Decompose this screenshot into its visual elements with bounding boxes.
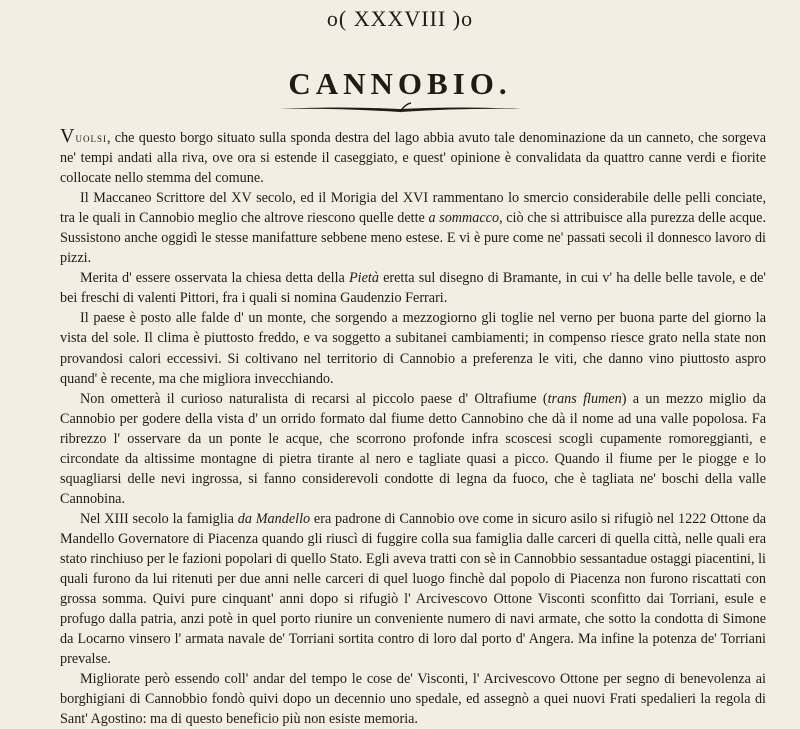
paragraph-2 xyxy=(60,188,766,268)
chapter-title: CANNOBIO. xyxy=(288,66,512,101)
paragraph-1 xyxy=(60,126,766,188)
paragraph-5-emphasis: trans flumen xyxy=(547,390,622,407)
paragraph-3-emphasis: Pietà xyxy=(348,270,379,287)
paragraph-5 xyxy=(60,389,766,509)
paragraph-2-text-b: , ciò che si attribuisce alla purezza delle acque. Sussistono anche oggidì le stesse manifatture sebbene meno estese. E vi è pure come ne' passati secoli il donnesco lavoro di pizzi. xyxy=(60,210,766,267)
paragraph-5-text-a: Non ometterà il curioso naturalista di recarsi al piccolo paese d' Oltrafiume ( xyxy=(80,390,548,407)
paragraph-6 xyxy=(60,509,766,669)
paragraph-5-text-b: ) a un mezzo miglio da Cannobio per godere della vista d' un orrido formato dal fiume detto Cannobino che dà il nome ad una valle popolosa. Fa ribrezzo l' osservare da un ponte le acque, che scorrono profonde infra scoscesi scogli cupamente romoreggianti, e circondate da altissime montagne di pietra tirante al nero e tagliate quasi a picco. Quando il fiume per le piogge e lo squagliarsi delle nevi ingrossa, si fanno considerevoli condotte di legna da fuoco, che è tagliata ne' boschi della valle Cannobina. xyxy=(60,390,766,507)
first-word-rest: uolsi xyxy=(75,130,107,145)
paragraph-3 xyxy=(60,268,766,308)
title-ornament-icon xyxy=(277,100,523,114)
paragraph-3-text-a: Merita d' essere osservata la chiesa detta della xyxy=(80,270,349,287)
paragraph-2-emphasis: a sommacco xyxy=(428,210,500,227)
paragraph-6-text-a: Nel XIII secolo la famiglia xyxy=(80,510,238,527)
paragraph-6-text-b: era padrone di Cannobio ove come in sicuro asilo si rifugiò nel 1222 Ottone da Mandello Governatore di Piacenza quando gli riuscì di fuggire colla sua famiglia dalle carceri di quella città, nelle quali era stato rinchiuso per le fazioni popolari di quello Stato. Egli aveva tratti con sè in Cannobbio sessantadue ostaggi piacentini, li quali furono da lui ritenuti per due anni nelle carceri di quel luogo finchè dal popolo di Piacenza non furono riscattati con grossa somma. Quivi pure cinquant' anni dopo si rifugiò l' Arcivescovo Ottone Visconti sconfitto dai Torriani, esule e profugo dalla patria, anzi potè in quel porto riunire un conveniente numero di navi armate, che sotto la condotta di Simone da Locarno vinsero l' armata navale de' Torriani sortita contro di loro dal porto d' Angera. Ma infine la potenza de' Torriani prevalse. xyxy=(60,510,767,668)
paragraph-7-text: Migliorate però essendo coll' andar del tempo le cose de' Visconti, l' Arcivescovo Ottone per segno di benevolenza ai borghigiani di Cannobbio fondò quivi dopo un decennio uno spedale, ed assegnò a quei nuovi Frati spedalieri la regola di Sant' Agostino: ma di questo beneficio più non esiste memoria. xyxy=(60,671,766,728)
paragraph-3-text-b: eretta sul disegno di Bramante, in cui v' ha delle belle tavole, e de' bei freschi di valenti Pittori, fra i quali si nomina Gaudenzio Ferrari. xyxy=(60,270,766,307)
paragraph-7 xyxy=(60,669,766,729)
page-number: o( XXXVIII )o xyxy=(326,6,474,31)
paragraph-4-text: Il paese è posto alle falde d' un monte, che sorgendo a mezzogiorno gli toglie nel verno per buona parte del giorno la vista del sole. Il clima è piuttosto freddo, e va soggetto a subitanei cambiamenti; in compenso riesce grato nella state non provandosi calori eccessivi. Si coltivano nel territorio di Cannobio a preferenza le viti, che danno vino piuttosto aspro quand' è recente, ma che migliora invecchiando. xyxy=(60,310,766,387)
paragraph-4 xyxy=(60,308,766,388)
paragraph-2-text-a: Il Maccaneo Scrittore del XV secolo, ed il Morigia del XVI rammentano lo smercio considerabile delle pelli conciate, tra le quali in Cannobio meglio che altrove riescono quelle dette xyxy=(60,190,766,227)
body-text xyxy=(60,126,766,729)
drop-cap: V xyxy=(60,125,76,147)
paragraph-1-text: , che questo borgo situato sulla sponda destra del lago abbia avuto tale denominazione da un canneto, che sorgeva ne' tempi andati alla riva, ove ora si estende il caseggiato, e quest' opinione è convalidata da quattro canne verdi e fiorite collocate nello stemma del comune. xyxy=(60,130,766,187)
paragraph-6-emphasis: da Mandello xyxy=(237,510,311,527)
